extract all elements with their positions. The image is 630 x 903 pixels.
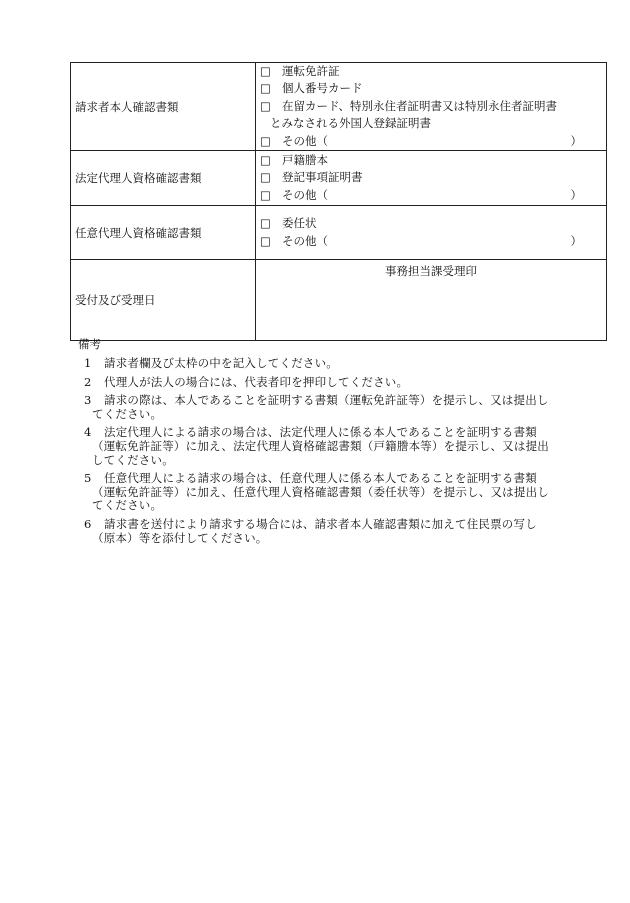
option-label: 運転免許証 (282, 64, 340, 78)
note-line: 代理人が法人の場合には、代表者印を押印してください。 (104, 374, 409, 389)
reception-date-label (71, 260, 256, 341)
notes-title: 備考 (78, 337, 101, 351)
checkbox-icon[interactable]: □ (260, 98, 271, 113)
table-row (71, 63, 607, 151)
note-item (78, 357, 600, 371)
close-paren: ） (570, 233, 582, 248)
note-line: してください。 (92, 452, 174, 467)
note-line: 請求の際は、本人であることを証明する書類（運転免許証等）を提示し、又は提出し (104, 393, 549, 408)
option-label: その他（ (282, 187, 328, 202)
note-line: 法定代理人による請求の場合は、法定代理人に係る本人であることを証明する書類 (104, 425, 537, 440)
table-row (71, 206, 607, 260)
note-line: （運転免許証等）に加え、法定代理人資格確認書類（戸籍謄本等）を提示し、又は提出 (92, 438, 549, 453)
option-label: 在留カード、特別永住者証明書又は特別永住者証明書 (282, 98, 557, 113)
note-number: 3 (84, 393, 92, 408)
note-number: 5 (84, 471, 92, 486)
checkbox-option[interactable] (256, 63, 606, 80)
note-item (78, 472, 600, 513)
legal-agent-docs-options (256, 151, 607, 206)
row-label: 受付及び受理日 (75, 293, 156, 308)
requester-id-docs-label (71, 63, 256, 151)
checkbox-option[interactable] (256, 169, 606, 186)
checkbox-option-other[interactable] (256, 133, 606, 150)
option-label: 戸籍謄本 (282, 152, 328, 167)
confirmation-documents-table (70, 62, 607, 341)
checkbox-option[interactable] (256, 80, 606, 97)
note-item (78, 518, 600, 545)
option-label: 個人番号カード (282, 81, 363, 96)
table-row (71, 260, 607, 341)
checkbox-option[interactable] (256, 98, 606, 115)
checkbox-icon[interactable]: □ (260, 187, 271, 202)
voluntary-agent-docs-label (71, 206, 256, 260)
table-row (71, 151, 607, 206)
note-item (78, 376, 600, 390)
voluntary-agent-docs-options (256, 206, 607, 260)
note-line: 請求書を送付により請求する場合には、請求者本人確認書類に加えて住民票の写し (104, 516, 537, 531)
checkbox-icon[interactable]: □ (260, 152, 271, 167)
note-number: 4 (84, 425, 92, 440)
option-label: その他（ (282, 133, 328, 148)
note-line: 任意代理人による請求の場合は、任意代理人に係る本人であることを証明する書類 (104, 471, 537, 486)
close-paren: ） (570, 133, 582, 148)
office-stamp-area[interactable] (256, 260, 607, 341)
legal-agent-docs-label (71, 151, 256, 206)
option-label: その他（ (282, 233, 328, 248)
requester-id-docs-options (256, 63, 607, 151)
row-label: 請求者本人確認書類 (75, 99, 179, 114)
checkbox-option[interactable] (256, 152, 606, 169)
note-item (78, 394, 600, 421)
notes-section (78, 336, 600, 550)
option-continuation: とみなされる外国人登録証明書 (270, 116, 431, 131)
note-line: てください。 (92, 498, 163, 513)
checkbox-option-other[interactable] (256, 187, 606, 204)
checkbox-icon[interactable]: □ (260, 81, 271, 96)
notes-list (78, 357, 600, 545)
option-label: 委任状 (282, 216, 317, 231)
note-line: （運転免許証等）に加え、任意代理人資格確認書類（委任状等）を提示し、又は提出し (92, 484, 549, 499)
close-paren: ） (570, 187, 582, 202)
note-number: 2 (84, 374, 92, 389)
checkbox-option[interactable] (256, 215, 606, 232)
checkbox-icon[interactable]: □ (260, 133, 271, 148)
note-line: （原本）等を添付してください。 (92, 530, 268, 545)
note-line: てください。 (92, 406, 163, 421)
checkbox-icon[interactable]: □ (260, 216, 271, 231)
checkbox-icon[interactable]: □ (260, 170, 271, 185)
checkbox-option-other[interactable] (256, 233, 606, 250)
row-label: 任意代理人資格確認書類 (75, 225, 202, 240)
note-item (78, 426, 600, 467)
note-number: 1 (84, 356, 92, 370)
checkbox-icon[interactable]: □ (260, 64, 271, 78)
note-number: 6 (84, 516, 92, 531)
option-label: 登記事項証明書 (282, 170, 363, 185)
row-label: 法定代理人資格確認書類 (75, 171, 202, 186)
office-stamp-title: 事務担当課受理印 (385, 264, 477, 279)
checkbox-icon[interactable]: □ (260, 233, 271, 248)
note-line: 請求者欄及び太枠の中を記入してください。 (104, 356, 338, 370)
